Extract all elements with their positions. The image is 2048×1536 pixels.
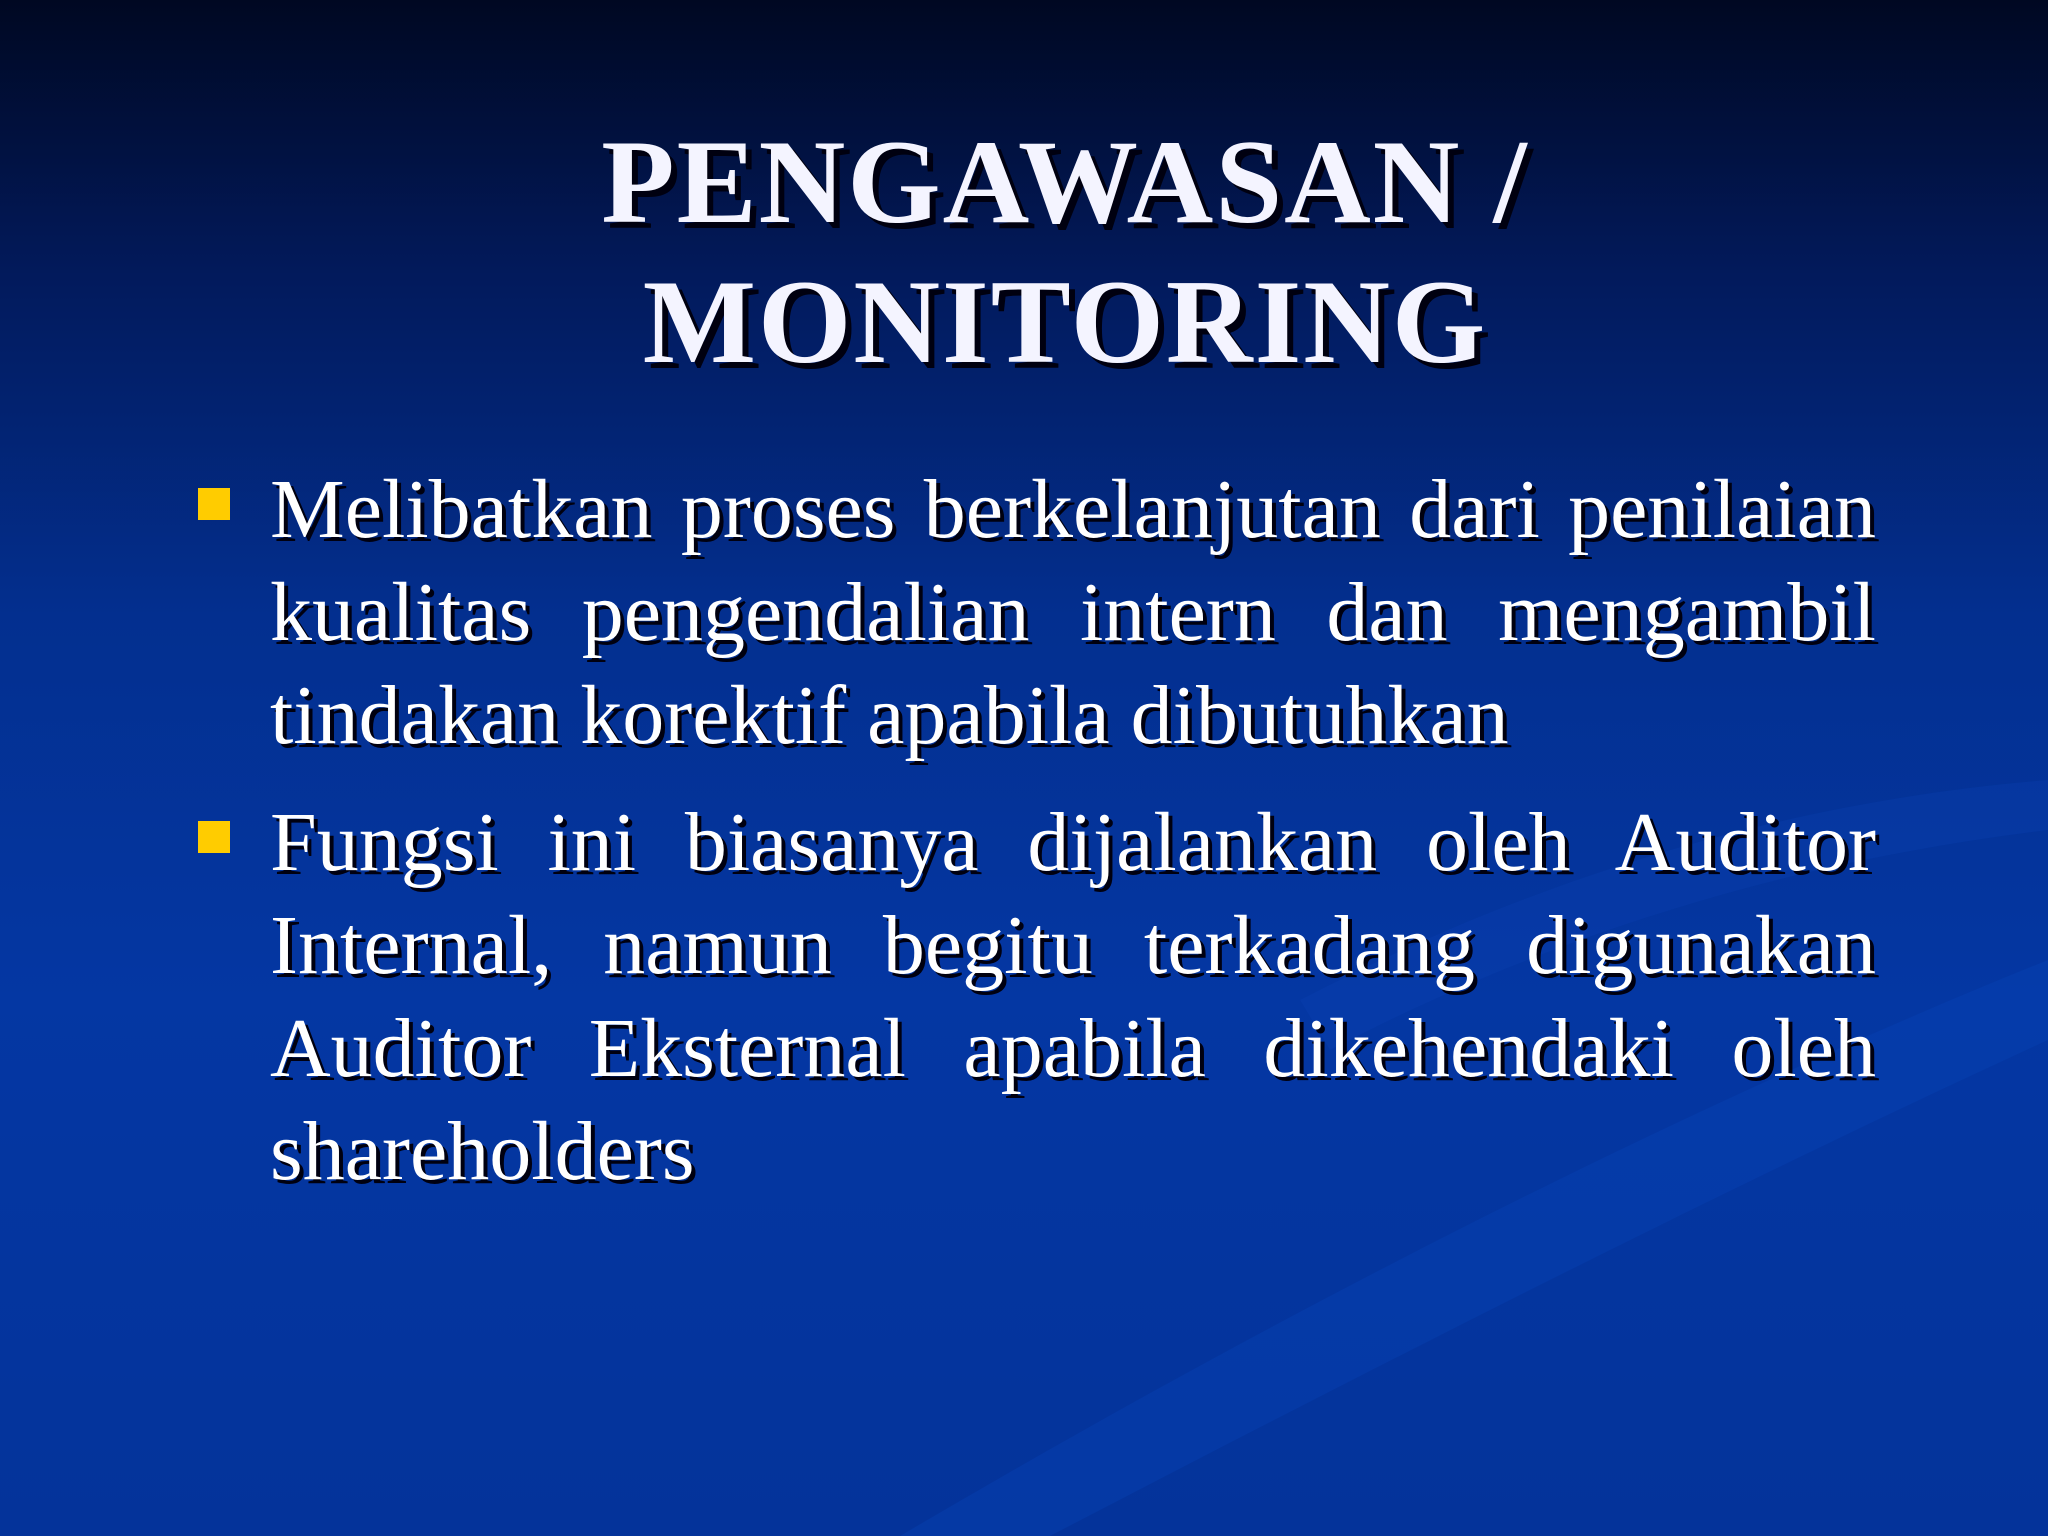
square-bullet-icon bbox=[198, 821, 230, 853]
bullet-text: Fungsi ini biasanya dijalankan oleh Auditor Internal, namun begitu terkadang digunakan Auditor Eksternal apabila dikehendaki oleh shareholders bbox=[270, 796, 1876, 1198]
square-bullet-icon bbox=[198, 488, 230, 520]
bullet-list bbox=[190, 458, 1876, 1227]
bullet-item bbox=[190, 458, 1876, 767]
slide-title bbox=[300, 112, 1830, 392]
bullet-item bbox=[190, 791, 1876, 1203]
bullet-text: Melibatkan proses berkelanjutan dari penilaian kualitas pengendalian intern dan mengambil tindakan korektif apabila dibutuhkan bbox=[270, 463, 1876, 762]
slide-title-line-2: MONITORING bbox=[642, 255, 1488, 388]
slide-title-line-1: PENGAWASAN / bbox=[601, 115, 1529, 248]
